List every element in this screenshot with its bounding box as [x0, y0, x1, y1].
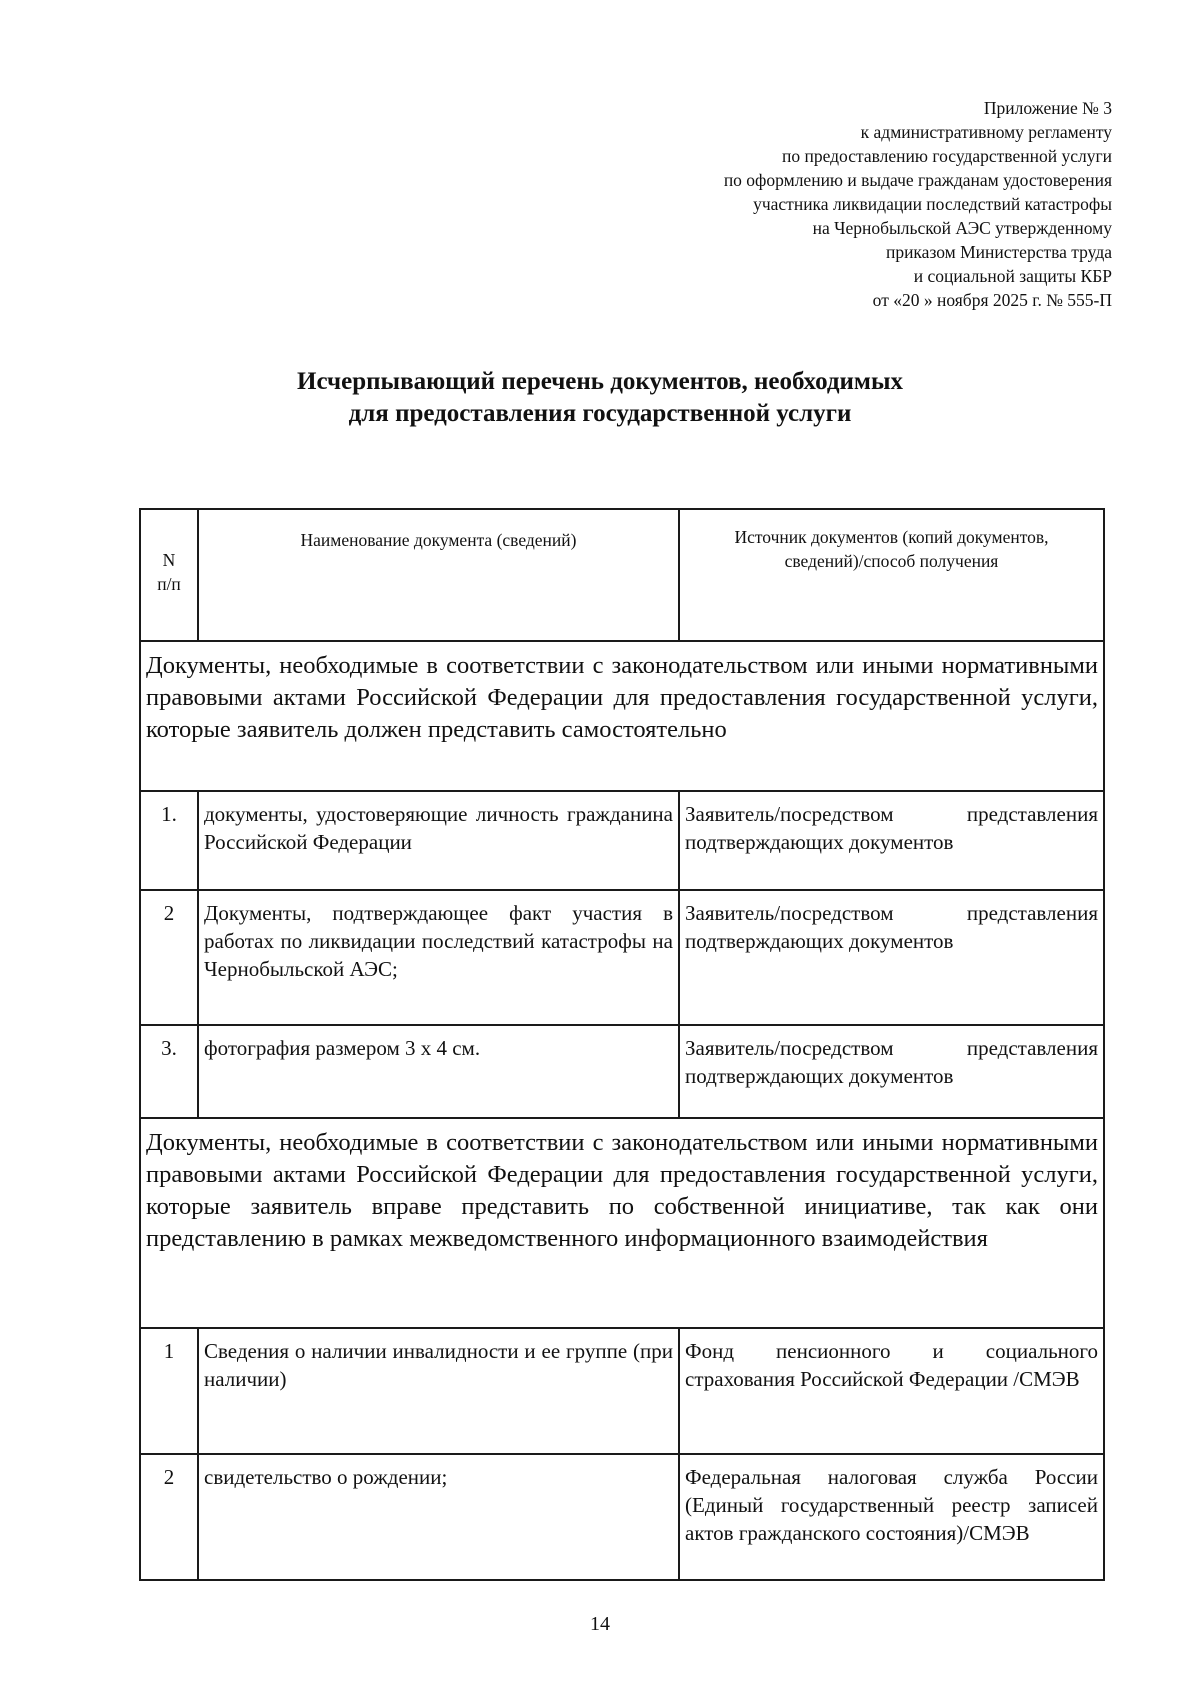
- row-num: 1: [140, 1328, 198, 1454]
- header-num-line-2: п/п: [157, 574, 181, 594]
- annex-line-3: по предоставлению государственной услуги: [782, 146, 1112, 166]
- header-name: [198, 509, 679, 641]
- header-source-line-1: Источник документов (копий документов,: [734, 527, 1049, 547]
- row-num: 2: [140, 1454, 198, 1580]
- section-row-2: [140, 1118, 1104, 1328]
- document-title-line-2: для предоставления государственной услуги: [348, 400, 852, 427]
- row-source: Заявитель/посредством представления подтверждающих документов: [679, 1025, 1104, 1118]
- row-name: Сведения о наличии инвалидности и ее группе (при наличии): [198, 1328, 679, 1454]
- table-row: [140, 1454, 1104, 1580]
- annex-line-8: и социальной защиты КБР: [913, 266, 1112, 286]
- row-name: свидетельство о рождении;: [198, 1454, 679, 1580]
- annex-line-7: приказом Министерства труда: [885, 242, 1112, 262]
- header-source: [679, 509, 1104, 641]
- row-num: 3.: [140, 1025, 198, 1118]
- row-source: Заявитель/посредством представления подтверждающих документов: [679, 791, 1104, 890]
- header-source-line-2: сведений)/способ получения: [784, 551, 999, 571]
- annex-line-6: на Чернобыльской АЭС утвержденному: [812, 218, 1112, 238]
- row-name: Документы, подтверждающее факт участия в работах по ликвидации последствий катастрофы на Чернобыльской АЭС;: [198, 890, 679, 1025]
- row-source: Фонд пенсионного и социального страхования Российской Федерации /СМЭВ: [679, 1328, 1104, 1454]
- row-num: 2: [140, 890, 198, 1025]
- header-num: [140, 509, 198, 641]
- row-source: Федеральная налоговая служба России (Единый государственный реестр записей актов гражданского состояния)/СМЭВ: [679, 1454, 1104, 1580]
- row-name: фотография размером 3 х 4 см.: [198, 1025, 679, 1118]
- document-title: [0, 366, 1200, 430]
- annex-line-4: по оформлению и выдаче гражданам удостоверения: [723, 170, 1112, 190]
- header-name-text: Наименование документа (сведений): [300, 530, 577, 550]
- header-num-line-1: N: [162, 550, 176, 570]
- annex-line-5: участника ликвидации последствий катастрофы: [753, 194, 1112, 214]
- table-row: [140, 1025, 1104, 1118]
- table-row: [140, 890, 1104, 1025]
- section-row-1: [140, 641, 1104, 791]
- table-header-row: [140, 509, 1104, 641]
- document-title-line-1: Исчерпывающий перечень документов, необходимых: [297, 368, 903, 395]
- table-row: [140, 791, 1104, 890]
- annex-header: [552, 96, 1112, 312]
- section-heading-1: Документы, необходимые в соответствии с законодательством или иными нормативными правовыми актами Российской Федерации для предоставления государственной услуги, которые заявитель должен представить самостоятельно: [140, 641, 1104, 791]
- documents-table: [139, 508, 1105, 1581]
- row-source: Заявитель/посредством представления подтверждающих документов: [679, 890, 1104, 1025]
- page-number: 14: [590, 1613, 610, 1635]
- annex-line-9: от «20 » ноября 2025 г. № 555-П: [872, 290, 1112, 310]
- row-name: документы, удостоверяющие личность гражданина Российской Федерации: [198, 791, 679, 890]
- table-row: [140, 1328, 1104, 1454]
- annex-line-1: Приложение № 3: [983, 98, 1112, 118]
- row-num: 1.: [140, 791, 198, 890]
- annex-line-2: к административному регламенту: [860, 122, 1112, 142]
- section-heading-2: Документы, необходимые в соответствии с законодательством или иными нормативными правовыми актами Российской Федерации для предоставления государственной услуги, которые заявитель вправе представить по собственной инициативе, так как они представлению в рамках межведомственного информационного взаимодействия: [140, 1118, 1104, 1328]
